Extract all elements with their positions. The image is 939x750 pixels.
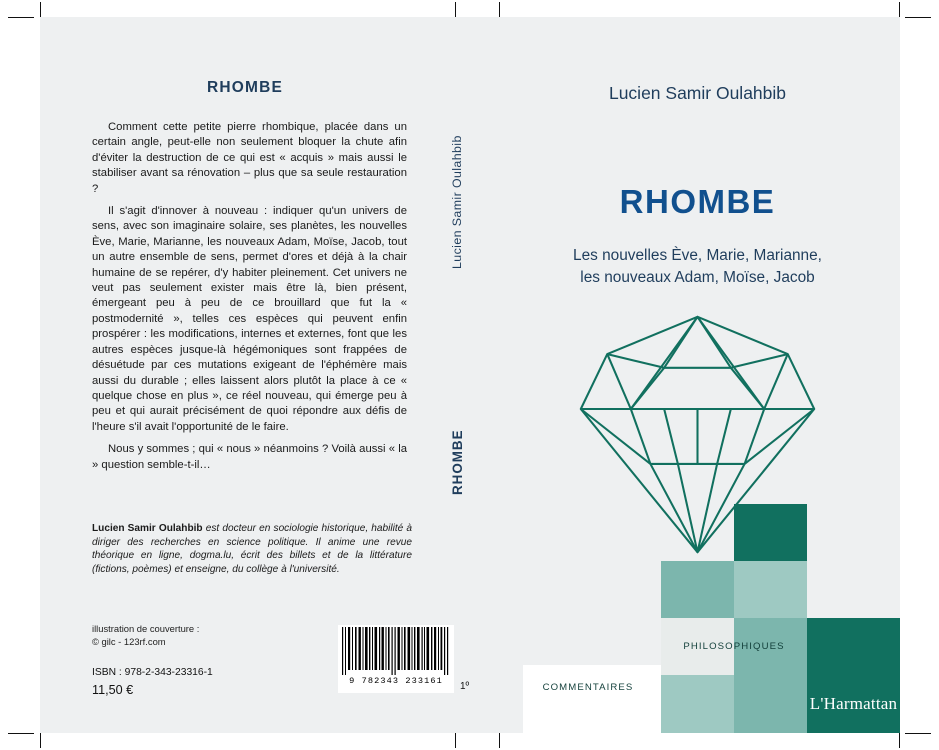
crop-mark-top-left-horizontal — [8, 17, 34, 18]
barcode — [338, 625, 454, 693]
mosaic-square-teal-b — [734, 561, 807, 618]
front-cover-subtitle-line-2: les nouveaux Adam, Moïse, Jacob — [580, 269, 815, 286]
illustration-credit-label: illustration de couverture : — [92, 623, 200, 634]
author-biography-text: est docteur en sociologie historique, habilité à diriger des recherches en science politique. Il anime une revue théorique en ligne, dogma.lu, écrit des billets et de la littérature (fictions, poèmes) et enseigne, du collège à l'université. — [92, 523, 412, 575]
blurb-paragraph-2: Il s'agit d'innover à nouveau : indiquer qu'un univers de sens, avec son imaginaire solaire, ses planètes, les nouvelles Ève, Marie, Marianne, les nouveaux Adam, Moïse, Jacob, tout un autre ensemble de sens, permet d'ores et déjà à la chair humaine de se repérer, d'y habiter pleinement. Cet univers ne veut pas seulement exister mais être là, bien présent, émergeant peu à peu de ce brouillard que fut la « postmodernité », telles ces espèces qui peuvent enfin prospérer : les modifications, internes et externes, font que les autres espèces jusque-là hégémoniques sont frappées de désuétude par ces mutations exigeant de l'éphémère mais aussi du durable ; elles laissent alors plutôt la place à ce « quelque chose en plus », ce réel nouveau, qui émerge peu à peu et qui aurait précisément de quoi répondre aux défis de l'heure s'il avait l'opportunité de le faire. — [92, 205, 407, 433]
isbn-text: ISBN : 978-2-343-23316-1 — [92, 667, 213, 678]
publisher-logo — [807, 675, 900, 733]
spine-panel — [450, 17, 495, 733]
front-cover-subtitle — [495, 245, 900, 289]
barcode-prefix: 1º — [460, 681, 470, 692]
mosaic-square-dark-b — [807, 618, 900, 675]
illustration-credit — [92, 623, 292, 648]
crop-mark-bottom-right-horizontal — [905, 733, 931, 734]
back-cover-panel — [40, 17, 470, 733]
barcode-bars-icon — [341, 627, 451, 675]
crop-mark-bottom-left-horizontal — [8, 733, 34, 734]
spine-author: Lucien Samir Oulahbib — [450, 135, 464, 269]
blurb-paragraph-1: Comment cette petite pierre rhombique, placée dans un certain angle, peut-elle non seulement bloquer la chute afin d'éviter la destruction de ce qui est « acquis » mais aussi le stabiliser avant sa rénovation – plus que sa seule restauration ? — [92, 121, 407, 195]
front-cover-panel — [495, 17, 900, 733]
series-label: COMMENTAIRES — [542, 681, 634, 693]
book-cover-sheet — [40, 17, 900, 733]
mosaic-square-teal-e — [734, 675, 807, 733]
mosaic-square-teal-d — [661, 675, 734, 733]
publisher-name: L'Harmattan — [809, 694, 898, 713]
front-cover-subtitle-line-1: Les nouvelles Ève, Marie, Marianne, — [573, 247, 822, 264]
front-cover-title: RHOMBE — [619, 183, 776, 220]
author-biography — [92, 522, 412, 576]
spine-title: RHOMBE — [450, 429, 465, 495]
illustration-credit-source: © gilc - 123rf.com — [92, 635, 166, 647]
mosaic-square-teal-a — [661, 561, 734, 618]
price-text: 11,50 € — [92, 683, 134, 697]
blurb-paragraph-3: Nous y sommes ; qui « nous » néanmoins ? Voilà aussi « la » question semble-t-il… — [92, 443, 407, 471]
barcode-digits: 9 782343 233161 — [349, 676, 443, 686]
back-cover-title: RHOMBE — [206, 79, 284, 96]
author-biography-name: Lucien Samir Oulahbib — [92, 523, 203, 534]
back-cover-blurb — [92, 120, 407, 480]
front-cover-author: Lucien Samir Oulahbib — [608, 83, 787, 103]
collection-label: PHILOSOPHIQUES — [683, 641, 785, 652]
crop-mark-top-right-horizontal — [905, 17, 931, 18]
mosaic-square-dark-top — [734, 504, 807, 561]
